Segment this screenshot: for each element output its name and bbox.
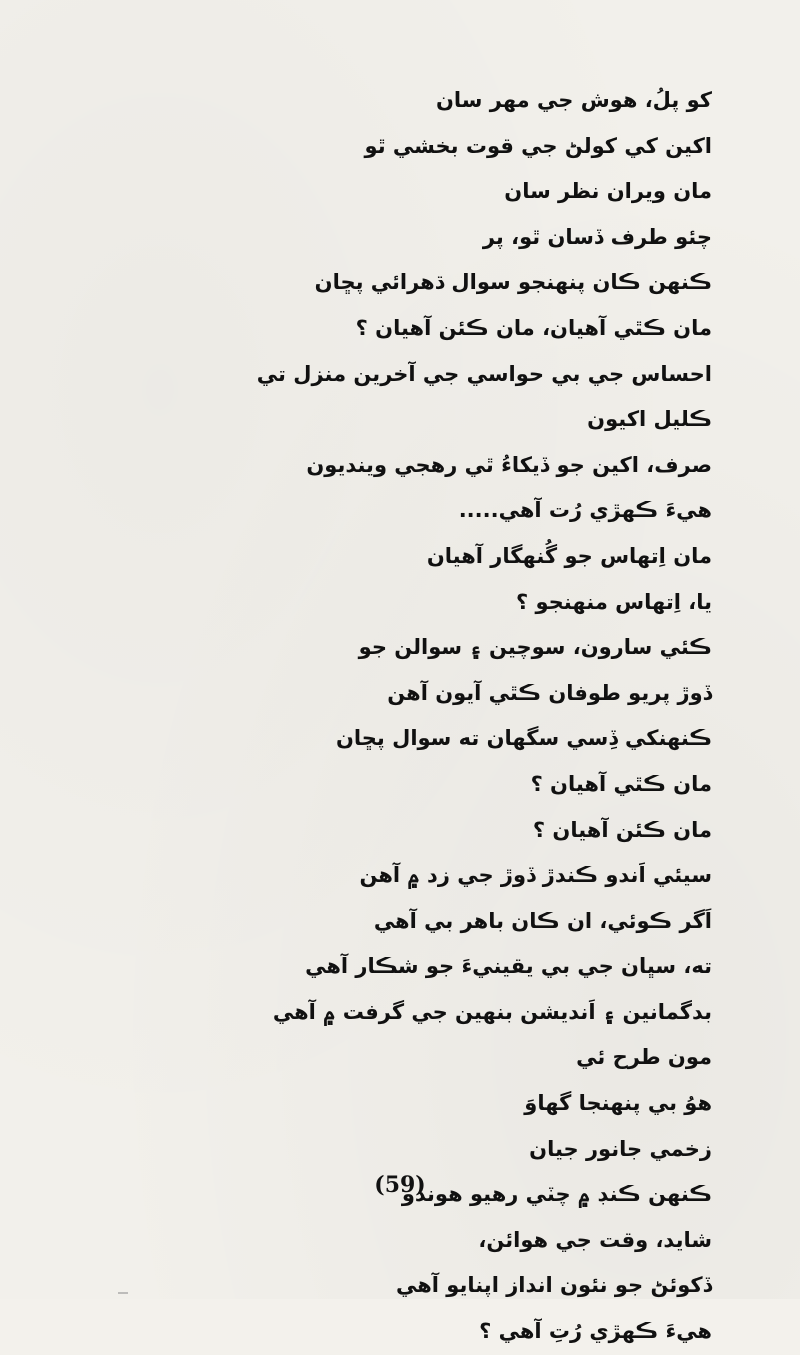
poem-text <box>152 78 712 1355</box>
page-number: (59) <box>374 1172 426 1198</box>
poem-line: ڪنهنکي ڏِسي سگهان ته سوال پڇان <box>335 726 712 751</box>
poem-line: ڏکوئڻ جو نئون انداز اپنايو آهي <box>395 1273 712 1298</box>
poem-line: اکين کي کولڻ جي قوت بخشي ٿو <box>364 133 712 158</box>
poem-line: ته، سڀان جي بي يقينيءَ جو شڪار آهي <box>305 954 712 979</box>
poem-line: کو پلُ، هوش جي مهر سان <box>435 88 712 112</box>
poem-line: ڪئي سارون، سوچين ۽ سوالن جو <box>358 635 712 660</box>
poem-line: ڪنهن ڪنڊ ۾ چٽي رهيو هوندو <box>401 1182 712 1207</box>
poem-line: ڪنهن ڪان پنهنجو سوال ڌهرائي پڇان <box>314 270 712 295</box>
poem-line: هيءَ ڪهڙي رُت آهي..... <box>458 498 712 523</box>
poem-line: شايد، وقت جي هوائن، <box>478 1227 712 1252</box>
poem-line: صرف، اکين جو ڏيکاءُ ٿي رهجي وينديون <box>306 452 712 477</box>
poem-line: اَگر ڪوئي، ان ڪان باهر بي آهي <box>373 908 712 933</box>
poem-line: مان ڪئن آهيان ؟ <box>532 817 712 842</box>
poem-line: يا، اِتهاس منهنجو ؟ <box>516 589 712 614</box>
poem-line: زخمي جانور جيان <box>529 1136 712 1161</box>
poem-line: ڪليل اکيون <box>587 407 712 432</box>
poem-line: بدگمانين ۽ اَنديشن بنهين جي گرفت ۾ آهي <box>272 999 712 1024</box>
poem-line: هوُ بي پنهنجا گهاوَ <box>524 1091 712 1116</box>
poem-line: مان ويران نظر سان <box>504 179 712 204</box>
poem-line: هيءَ ڪهڙي رُتِ آهي ؟ <box>479 1319 712 1344</box>
poem-line: مان اِتهاس جو گُنهگار آهيان <box>426 543 712 568</box>
poem-line: چئو طرف ڏسان ٿو، پر <box>482 224 712 249</box>
scan-artifact <box>118 1292 128 1294</box>
poem-line: مان ڪٿي آهيان ؟ <box>530 771 712 796</box>
poem-line: سيئي اَندو ڪندڙ ڏوڙ جي زد ۾ آهن <box>359 863 712 888</box>
poem-line: ڏوڙ پريو طوفان ڪٿي آيون آهن <box>387 680 712 705</box>
poem-line: مان ڪٿي آهيان، مان ڪئن آهيان ؟ <box>355 315 712 340</box>
poem-line: مون طرح ئي <box>576 1045 712 1070</box>
poem-line: احساس جي بي حواسي جي آخرين منزل تي <box>256 361 712 386</box>
